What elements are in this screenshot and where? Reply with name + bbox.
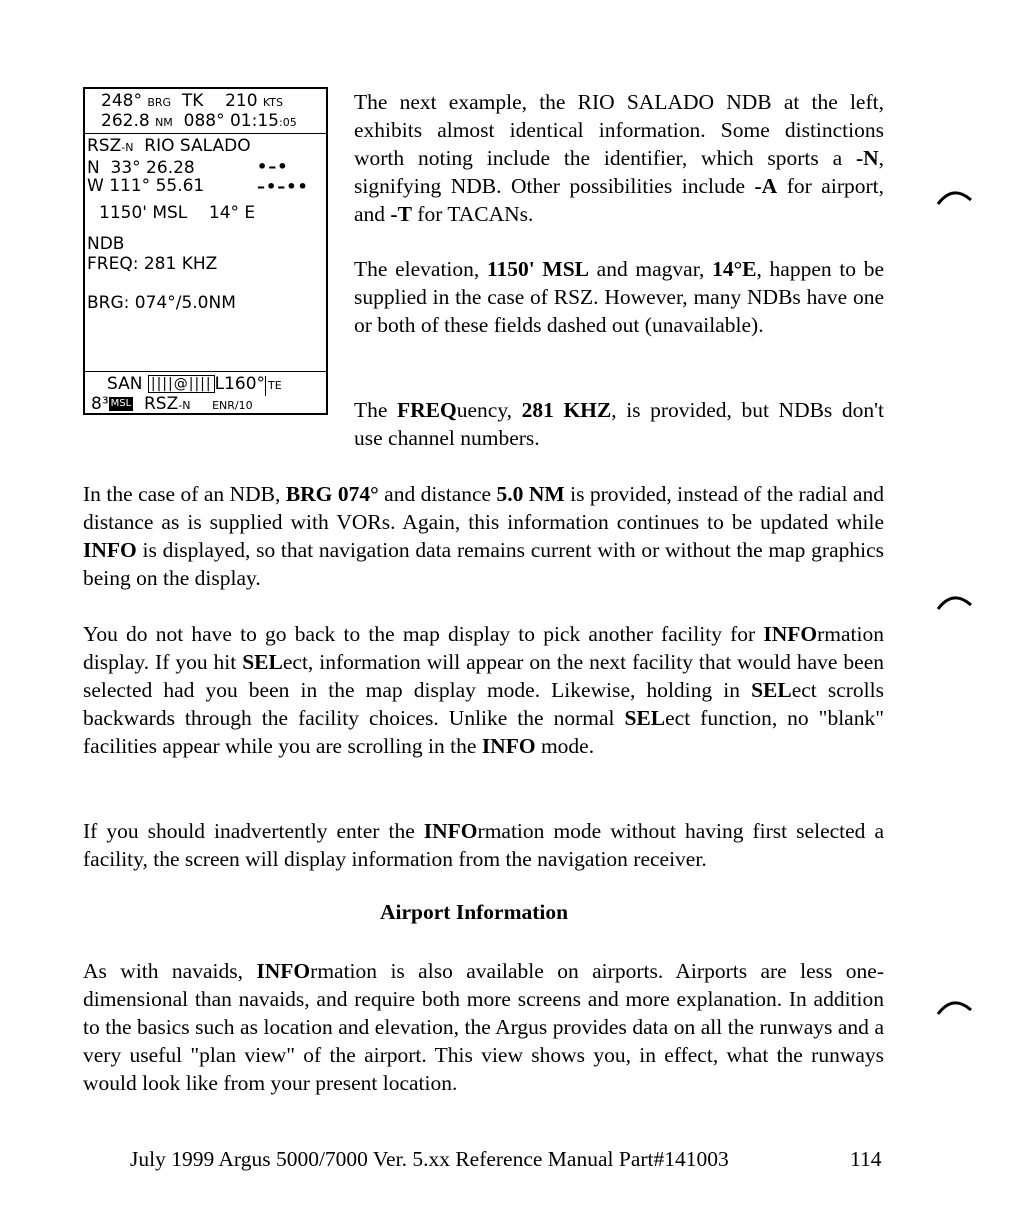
screen-bottom-row-2: 8³ MSL RSZ-N ENR/10 xyxy=(91,394,253,414)
screen-latitude: N 33° 26.28 xyxy=(87,158,195,178)
screen-longitude: W 111° 55.61 xyxy=(87,176,205,196)
screen-ident: RSZ-N RIO SALADO xyxy=(87,136,251,156)
paragraph-elevation: The elevation, 1150' MSL and magvar, 14°E, happen to be supplied in the case of RSZ. However, many NDBs have one or both of these fields dashed out (unavailable). xyxy=(354,257,885,337)
paragraph-airport: As with navaids, INFOrmation is also available on airports. Airports are less one-dimensional than navaids, and require both more screens and more explanation. In addition to the basics such as location and elevation, the Argus provides data on all the runways and a very useful "plan view" of the airport. This view shows you, in effect, what the runways would look like from your present location. xyxy=(83,959,884,1095)
paragraph-identifier: The next example, the RIO SALADO NDB at the left, exhibits almost identical information. Some distinctions worth noting include the identifier, which sports a -N, signifying NDB. Other possibilities include -A for airport, and -T for TACANs. xyxy=(354,90,884,226)
screen-bearing-distance: BRG: 074°/5.0NM xyxy=(87,293,236,313)
screen-type: NDB xyxy=(87,234,125,254)
morse-dots-1: •–• xyxy=(257,157,289,176)
screen-divider-bottom xyxy=(85,371,326,372)
lcd-screen-figure xyxy=(83,87,328,415)
binding-hole-arc-icon xyxy=(935,996,975,1016)
page-number: 114 xyxy=(850,1147,882,1171)
screen-row-bearing: 248° BRG TK 210 KTS xyxy=(101,91,283,111)
screen-bottom-row-1: SAN ||||@|||| L160° TE xyxy=(107,374,282,394)
footer-text: July 1999 Argus 5000/7000 Ver. 5.xx Reference Manual Part#141003 xyxy=(130,1147,729,1171)
paragraph-inadvertent: If you should inadvertently enter the INFOrmation mode without having first selected a facility, the screen will display information from the navigation receiver. xyxy=(83,819,884,871)
paragraph-ndb-bearing: In the case of an NDB, BRG 074° and distance 5.0 NM is provided, instead of the radial and distance as is supplied with VORs. Again, this information continues to be updated while INFO is displayed, so that navigation data remains current with or without the map graphics being on the display. xyxy=(83,482,884,590)
binding-hole-arc-icon xyxy=(935,591,975,611)
screen-frequency: FREQ: 281 KHZ xyxy=(87,254,218,274)
page-footer xyxy=(130,1147,882,1172)
paragraph-frequency: The FREQuency, 281 KHZ, is provided, but NDBs don't use channel numbers. xyxy=(354,398,884,450)
screen-elevation-magvar: 1150' MSL 14° E xyxy=(99,203,256,223)
binding-hole-arc-icon xyxy=(935,186,975,206)
screen-divider xyxy=(85,133,326,134)
screen-row-distance: 262.8 NM 088° 01:15:05 xyxy=(101,111,297,131)
paragraph-select: You do not have to go back to the map display to pick another facility for INFOrmation display. If you hit SELect, information will appear on the next facility that would have been selected had you been in the map display mode. Likewise, holding in SELect scrolls backwards through the facility choices. Unlike the normal SELect function, no "blank" facilities appear while you are scrolling in the INFO mode. xyxy=(83,622,884,758)
section-heading: Airport Information xyxy=(380,900,569,924)
morse-dots-2: –•–•• xyxy=(257,177,309,196)
